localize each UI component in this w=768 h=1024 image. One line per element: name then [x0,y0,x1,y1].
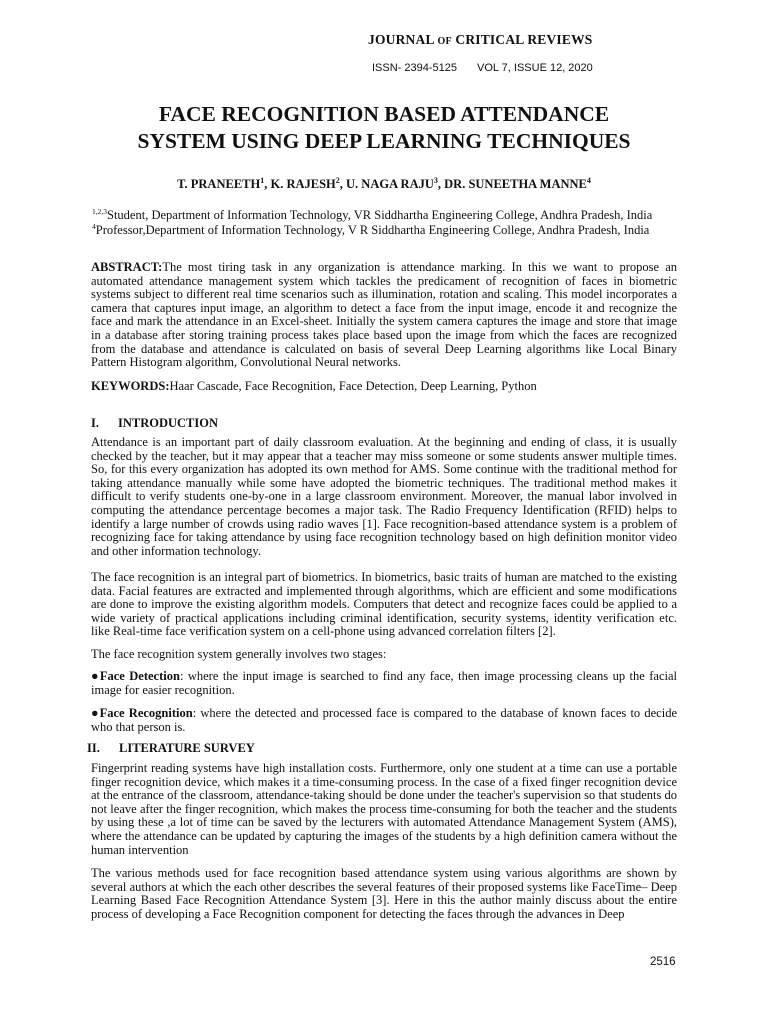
journal-name: JOURNAL OF CRITICAL REVIEWS [368,32,593,47]
paragraph: The face recognition system generally involves two stages: [91,647,387,661]
author-list: T. PRANEETH$^1$, K. RAJESH$^2$, U. NAGA RAJU$^3$, DR. SUNEETHA MANNE$^4$ [177,176,591,192]
affiliation: $^4$Professor,Department of Information Technology, V R Siddhartha Engineering College, Andhra Pradesh, India [92,222,650,238]
author: K. RAJESH [270,177,336,192]
section-heading-literature-survey: II. LITERATURE SURVEY [87,741,255,755]
author: U. NAGA RAJU [346,177,434,192]
affiliation: $^{1,2,3}$Student, Department of Information Technology, VR Siddhartha Engineering College, Andhra Pradesh, India [92,207,653,223]
keywords-label: KEYWORDS: [91,379,170,393]
author: T. PRANEETH [177,177,261,192]
bullet-face-recognition: ●Face Recognition: where the detected and processed face is compared to the database of known faces to decide who that person is. [91,706,677,734]
paper-title: FACE RECOGNITION BASED ATTENDANCE SYSTEM USING DEEP LEARNING TECHNIQUES [137,102,631,153]
author: DR. SUNEETHA MANNE [444,177,587,192]
paragraph: Fingerprint reading systems have high installation costs. Furthermore, only one student at a time can use a portable finger recognition device, which makes it a time-consuming process. In the case of a fixed finger recognition device at the entrance of the classroom, attendance-taking should be done under the teacher's supervision so that students do not leave after the finger recognition, which makes the process time-consuming for both the teacher and the students by using these ,a lot of time can be saved by the lecturers with automated Attendance Management System (AMS), where the attendance can be updated by capturing the images of the students by a high definition camera without the human intervention [91,761,677,857]
page-number: 2516 [650,956,676,968]
paragraph: The various methods used for face recognition based attendance system using various algorithms are shown by several authors at which the each other describes the several features of their proposed systems like FaceTime– Deep Learning Based Face Recognition Attendance System [3]. Here in this the author mainly discuss about the entire process of developing a Face Recognition component for detecting the faces through the advances in Deep [91,866,677,921]
section-heading-introduction: I. INTRODUCTION [91,416,219,430]
paragraph: Attendance is an important part of daily classroom evaluation. At the beginning and ending of class, it is usually checked by the teacher, but it may appear that a teacher may miss someone or some students answer multiple times. So, for this every organization has adopted its own method for AMS. Some continue with the traditional method for taking attendance manually while some have adopted the biometric techniques. The traditional method makes it difficult to verify students one-by-one in a large classroom environment. Moreover, the manual labor involved in computing the attendance percentage becomes a major task. The Radio Frequency Identification (RFID) helps to identify a large number of crowds using radio waves [1]. Face recognition-based attendance system is a problem of recognizing face for taking attendance by using face recognition technology based on high definition monitor video and other information technology. [91,435,677,558]
keywords: KEYWORDS:Haar Cascade, Face Recognition, Face Detection, Deep Learning, Python [91,379,537,393]
issn: ISSN- 2394-5125 [372,62,457,74]
bullet-icon: ● [91,706,100,720]
volume-issue: VOL 7, ISSUE 12, 2020 [477,62,593,74]
abstract: ABSTRACT:The most tiring task in any organization is attendance marking. In this we want to propose an automated attendance management system which tackles the predicament of recognition of faces in biometric systems subject to different real time scenarios such as illumination, rotation and scaling. This model incorporates a camera that captures input image, an algorithm to detect a face from the input image, encode it and recognize the face and mark the attendance in an Excel-sheet. Initially the system camera captures the image and store that image in a database after storing training process takes place based upon the image from which the faces are recognized from the database and attendance is calculated on basis of several Deep Learning algorithms like Local Binary Pattern Histogram algorithm, Convolutional Neural networks. [91,260,677,370]
paragraph: The face recognition is an integral part of biometrics. In biometrics, basic traits of human are matched to the existing data. Facial features are extracted and implemented through algorithms, which are efficient and some modifications are done to improve the existing algorithm models. Computers that detect and recognize faces could be applied to a wide variety of practical applications including criminal identification, security systems, identity verification etc. like Real-time face verification system on a cell-phone using advanced correlation filters [2]. [91,570,677,639]
bullet-icon: ● [91,669,100,683]
abstract-label: ABSTRACT: [91,260,163,274]
bullet-face-detection: ●Face Detection: where the input image is searched to find any face, then image processing cleans up the facial image for easier recognition. [91,669,677,697]
